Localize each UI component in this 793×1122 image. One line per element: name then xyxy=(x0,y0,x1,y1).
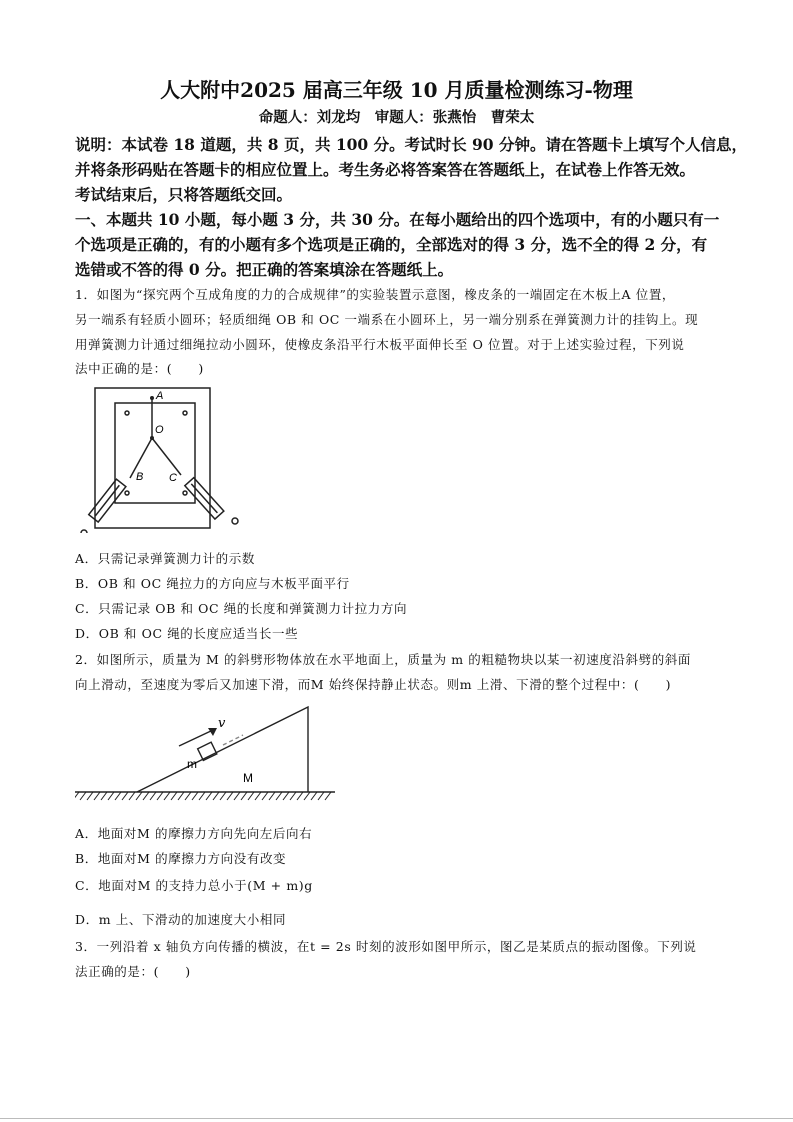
mass-m-label: m xyxy=(187,757,197,771)
ground-hatch xyxy=(234,792,240,800)
instruction-line: 考试结束后，只将答题纸交回。 xyxy=(75,185,293,204)
label-o: O xyxy=(155,424,164,436)
ground-hatch xyxy=(171,792,177,800)
section-line: 个选项是正确的，有的小题有多个选项是正确的，全部选对的得 3 分，选不全的得 2 分，有 xyxy=(75,235,708,254)
ground-hatch xyxy=(129,792,135,800)
ground-hatch xyxy=(227,792,233,800)
velocity-label: v xyxy=(218,716,226,731)
ground-hatch xyxy=(297,792,303,800)
ground-hatch xyxy=(262,792,268,800)
label-a: A xyxy=(156,390,164,402)
label-b: B xyxy=(136,471,144,483)
ground-hatch xyxy=(290,792,296,800)
ground-hatch xyxy=(255,792,261,800)
ground-hatch xyxy=(269,792,275,800)
ground-hatch xyxy=(87,792,93,800)
question-text: 向上滑动，至速度为零后又加速下滑，而M 始终保持静止状态。则m 上滑、下滑的整个过程中：( ) xyxy=(75,677,672,692)
option-a[interactable]: A．地面对M 的摩擦力方向先向左后向右 xyxy=(75,826,313,841)
ground-hatch xyxy=(178,792,184,800)
option-b[interactable]: B．OB 和 OC 绳拉力的方向应与木板平面平行 xyxy=(75,576,350,591)
option-b[interactable]: B．地面对M 的摩擦力方向没有改变 xyxy=(75,851,287,866)
page-edge xyxy=(0,1118,793,1119)
ground-hatch xyxy=(136,792,142,800)
question-text: 用弹簧测力计通过细绳拉动小圆环，使橡皮条沿平行木板平面伸长至 O 位置。对于上述实验过程，下列说 xyxy=(75,337,685,352)
ground-hatch xyxy=(192,792,198,800)
section-line: 选错或不答的得 0 分。把正确的答案填涂在答题纸上。 xyxy=(75,260,454,279)
option-d[interactable]: D．OB 和 OC 绳的长度应适当长一些 xyxy=(75,626,299,641)
ground-hatch xyxy=(80,792,86,800)
ground-hatch xyxy=(311,792,317,800)
incline-figure xyxy=(75,700,335,805)
ground-hatch xyxy=(276,792,282,800)
ground-hatch xyxy=(248,792,254,800)
section-line: 一、本题共 10 小题，每小题 3 分，共 30 分。在每小题给出的四个选项中，有的小题只有一 xyxy=(75,210,720,229)
ground-hatch xyxy=(115,792,121,800)
question-text: 3．一列沿着 x 轴负方向传播的横波，在t = 2s 时刻的波形如图甲所示，图乙是某质点的振动图像。下列说 xyxy=(75,939,697,954)
instruction-line: 说明：本试卷 18 道题，共 8 页，共 100 分。考试时长 90 分钟。请在答题卡上填写个人信息， xyxy=(75,135,747,154)
ground-hatch xyxy=(304,792,310,800)
exam-authors: 命题人：刘龙均 审题人：张燕怡 曹荣太 xyxy=(258,109,535,126)
ground-hatch xyxy=(241,792,247,800)
question-text: 法中正确的是：( ) xyxy=(75,361,204,376)
option-a[interactable]: A．只需记录弹簧测力计的示数 xyxy=(75,551,255,566)
ground-hatch xyxy=(185,792,191,800)
ground-hatch xyxy=(213,792,219,800)
ground-hatch xyxy=(283,792,289,800)
question-text: 另一端系有轻质小圆环；轻质细绳 OB 和 OC 一端系在小圆环上，另一端分别系在弹簧测力计的挂钩上。现 xyxy=(75,312,699,327)
option-c[interactable]: C．地面对M 的支持力总小于(M + m)g xyxy=(75,878,313,893)
ground-hatch xyxy=(164,792,170,800)
exam-title: 人大附中2025 届高三年级 10 月质量检测练习-物理 xyxy=(160,78,633,102)
instruction-line: 并将条形码贴在答题卡的相应位置上。考生务必将答案答在答题纸上，在试卷上作答无效。 xyxy=(75,160,696,179)
ground-hatch xyxy=(75,792,79,800)
mass-M-label: M xyxy=(243,771,253,785)
option-c[interactable]: C．只需记录 OB 和 OC 绳的长度和弹簧测力计拉力方向 xyxy=(75,601,408,616)
ground-hatch xyxy=(143,792,149,800)
ground-hatch xyxy=(220,792,226,800)
question-text: 2．如图所示，质量为 M 的斜劈形物体放在水平地面上，质量为 m 的粗糙物块以某一初速度沿斜劈的斜面 xyxy=(75,652,691,667)
ground-hatch xyxy=(101,792,107,800)
ground-hatch xyxy=(325,792,331,800)
ground-hatch xyxy=(150,792,156,800)
option-d[interactable]: D．m 上、下滑动的加速度大小相同 xyxy=(75,912,287,927)
question-text: 法正确的是：( ) xyxy=(75,964,191,979)
force-experiment-figure xyxy=(72,383,247,533)
question-text: 1．如图为“探究两个互成角度的力的合成规律”的实验装置示意图，橡皮条的一端固定在木板上A 位置， xyxy=(75,287,676,302)
ground-hatch xyxy=(318,792,324,800)
ground-hatch xyxy=(199,792,205,800)
ground-hatch xyxy=(206,792,212,800)
label-c: C xyxy=(169,472,177,484)
ground-hatch xyxy=(157,792,163,800)
ground-hatch xyxy=(122,792,128,800)
ground-hatch xyxy=(94,792,100,800)
ground-hatch xyxy=(108,792,114,800)
